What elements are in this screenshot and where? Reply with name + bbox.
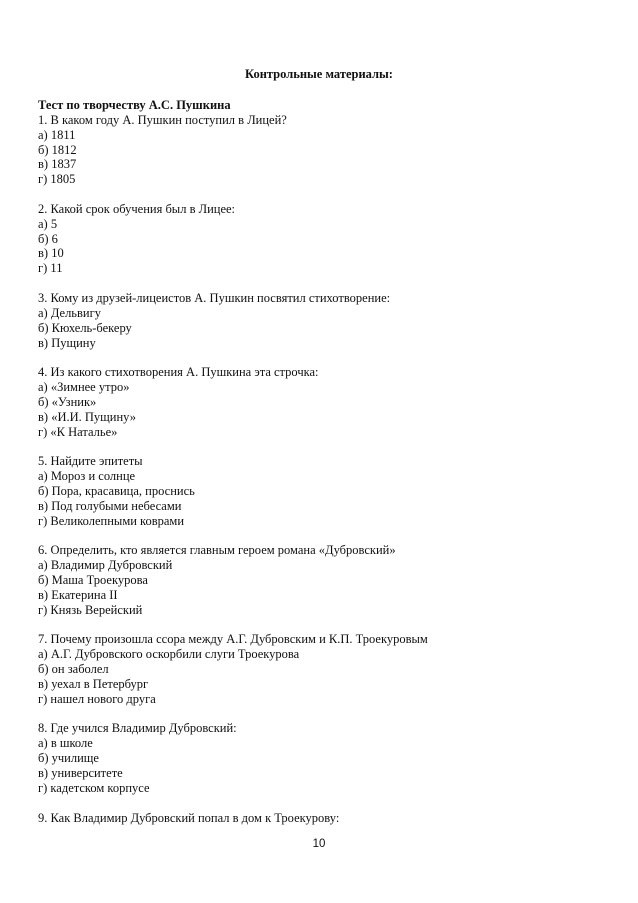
question-block xyxy=(38,202,608,276)
answer-option: г) кадетском корпусе xyxy=(38,780,150,795)
question-spacer xyxy=(38,350,608,365)
question-spacer xyxy=(38,276,608,291)
answer-option: а) А.Г. Дубровского оскорбили слуги Троекурова xyxy=(38,647,300,662)
question-text: 1. В каком году А. Пушкин поступил в Лицей? xyxy=(38,112,287,127)
page-number: 10 xyxy=(312,838,326,850)
answer-option: а) «Зимнее утро» xyxy=(38,380,130,395)
answer-option: б) Кюхель-бекеру xyxy=(38,320,132,335)
answer-option: б) «Узник» xyxy=(38,394,97,409)
question-text: 4. Из какого стихотворения А. Пушкина эта строчка: xyxy=(38,365,319,380)
answer-option: б) Пора, красавица, проснись xyxy=(38,483,195,498)
answer-option: в) 1837 xyxy=(38,157,77,172)
question-spacer xyxy=(38,618,608,633)
answer-option: в) Пущину xyxy=(38,335,96,350)
question-text: 2. Какой срок обучения был в Лицее: xyxy=(38,201,236,216)
answer-option: г) Князь Верейский xyxy=(38,602,143,617)
answer-option: б) 1812 xyxy=(38,142,77,157)
answer-option: а) Владимир Дубровский xyxy=(38,558,173,573)
answer-option: б) училище xyxy=(38,751,99,766)
question-text: 8. Где учился Владимир Дубровский: xyxy=(38,721,237,736)
answer-option: г) 1805 xyxy=(38,172,76,187)
question-block xyxy=(38,291,608,350)
answer-option: б) 6 xyxy=(38,231,58,246)
question-text: 6. Определить, кто является главным героем романа «Дубровский» xyxy=(38,543,396,558)
answer-option: б) Маша Троекурова xyxy=(38,573,148,587)
question-spacer xyxy=(38,187,608,202)
question-spacer xyxy=(38,528,608,543)
question-block xyxy=(38,811,608,826)
answer-option: в) университете xyxy=(38,765,123,780)
question-block xyxy=(38,113,608,187)
question-text: 9. Как Владимир Дубровский попал в дом к Троекурову: xyxy=(38,810,340,825)
answer-option: в) уехал в Петербург xyxy=(38,676,149,691)
question-block xyxy=(38,721,608,795)
answer-option: б) он заболел xyxy=(38,662,109,677)
answer-option: в) 10 xyxy=(38,246,64,261)
page-heading: Контрольные материалы: xyxy=(245,67,393,81)
answer-option: в) «И.И. Пущину» xyxy=(38,409,136,424)
question-block xyxy=(38,632,608,706)
answer-option: г) 11 xyxy=(38,261,63,276)
question-block xyxy=(38,543,608,617)
question-block xyxy=(38,454,608,528)
answer-option: а) Мороз и солнце xyxy=(38,469,136,484)
question-block xyxy=(38,365,608,439)
question-spacer xyxy=(38,707,608,722)
test-content xyxy=(38,98,608,825)
answer-option: а) 1811 xyxy=(38,127,76,142)
answer-option: а) в школе xyxy=(38,736,93,751)
question-text: 7. Почему произошла ссора между А.Г. Дубровским и К.П. Троекуровым xyxy=(38,632,428,647)
answer-option: в) Под голубыми небесами xyxy=(38,498,182,513)
test-title: Тест по творчеству А.С. Пушкина xyxy=(38,98,231,112)
answer-option: а) Дельвигу xyxy=(38,305,101,320)
question-list xyxy=(38,113,608,826)
answer-option: г) «К Наталье» xyxy=(38,424,118,439)
answer-option: в) Екатерина II xyxy=(38,587,118,602)
answer-option: а) 5 xyxy=(38,216,58,231)
question-spacer xyxy=(38,439,608,454)
question-spacer xyxy=(38,796,608,811)
question-text: 5. Найдите эпитеты xyxy=(38,454,143,469)
question-text: 3. Кому из друзей-лицеистов А. Пушкин посвятил стихотворение: xyxy=(38,290,391,305)
answer-option: г) Великолепными коврами xyxy=(38,513,185,528)
answer-option: г) нашел нового друга xyxy=(38,691,156,706)
